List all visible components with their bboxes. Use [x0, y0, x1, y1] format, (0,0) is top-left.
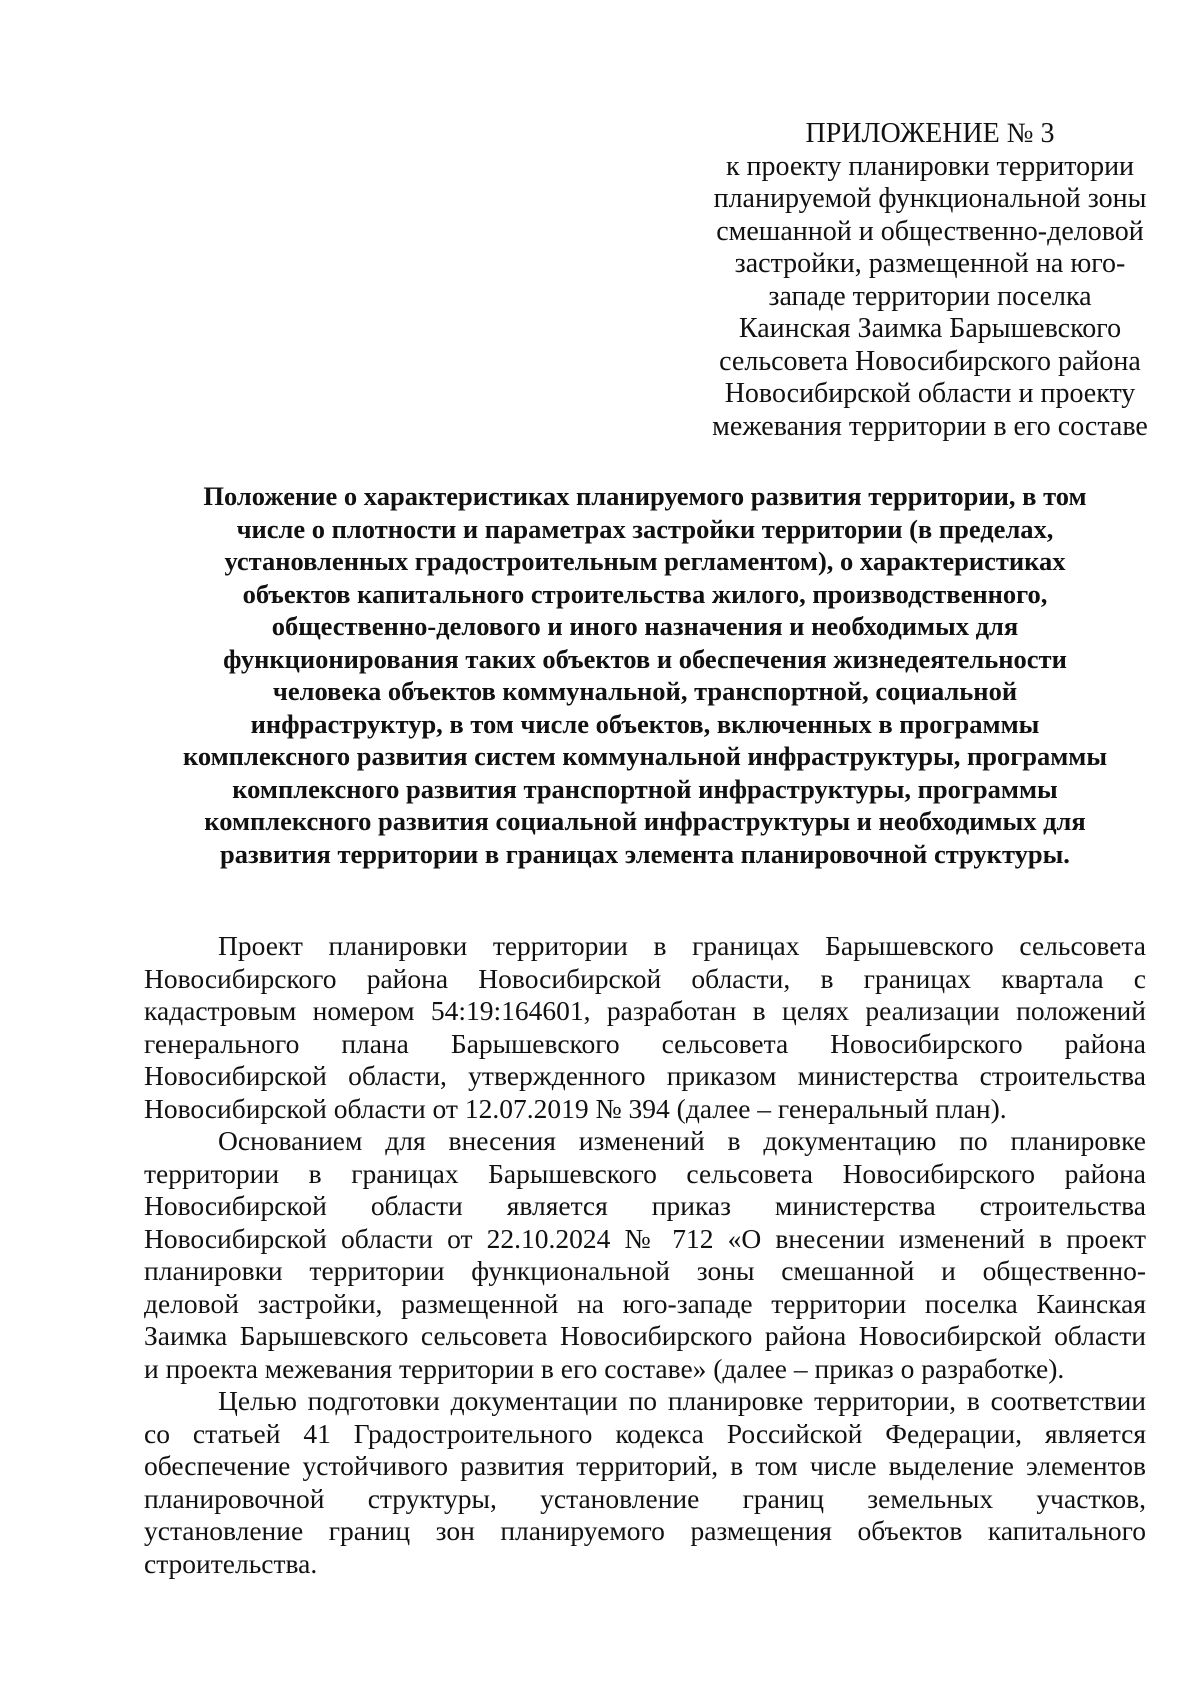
paragraph-line: и проекта межевания территории в его составе» (далее – приказ о разработке). — [144, 1352, 1065, 1384]
paragraph-purpose — [144, 1385, 1146, 1580]
heading-line: инфраструктур, в том числе объектов, включенных в программы — [250, 708, 1040, 739]
paragraph-line: Новосибирской области, утвержденного приказом министерства строительства — [144, 1060, 1146, 1091]
appendix-line: планируемой функциональной зоны — [713, 183, 1147, 214]
paragraph-line: Новосибирского района Новосибирской области, в границах квартала с — [144, 962, 1146, 994]
paragraph-project-basis — [144, 930, 1146, 1125]
paragraph-line: установление границ зон планируемого размещения объектов капитального — [144, 1515, 1146, 1546]
paragraph-line: строительства. — [144, 1547, 318, 1579]
paragraph-line: Проект планировки территории в границах Барышевского сельсовета — [218, 930, 1146, 961]
document-body — [144, 930, 1146, 1580]
appendix-title: ПРИЛОЖЕНИЕ № 3 — [805, 118, 1055, 149]
paragraph-line: Заимка Барышевского сельсовета Новосибирского района Новосибирской области — [144, 1320, 1146, 1351]
paragraph-line: деловой застройки, размещенной на юго-западе территории поселка Каинская — [144, 1287, 1146, 1319]
heading-line: человека объектов коммунальной, транспортной, социальной — [272, 676, 1018, 706]
heading-line: комплексного развития социальной инфраструктуры и необходимых для — [204, 806, 1086, 836]
heading-line: общественно-делового и иного назначения и необходимых для — [271, 611, 1019, 641]
heading-line: установленных градостроительным регламентом), о характеристиках — [224, 546, 1066, 576]
appendix-header — [700, 118, 1160, 443]
paragraph-line: планировки территории функциональной зоны смешанной и общественно- — [144, 1255, 1146, 1286]
heading-line: развития территории в границах элемента планировочной структуры. — [220, 838, 1070, 869]
appendix-line: смешанной и общественно-деловой — [716, 215, 1144, 247]
paragraph-line: территории в границах Барышевского сельсовета Новосибирского района — [144, 1157, 1146, 1189]
appendix-line: Каинская Заимка Барышевского — [738, 313, 1122, 344]
heading-line: Положение о характеристиках планируемого развития территории, в том — [203, 481, 1087, 511]
heading-line: функционирования таких объектов и обеспечения жизнедеятельности — [223, 643, 1067, 674]
paragraph-line: Целью подготовки документации по планировке территории, в соответствии — [218, 1385, 1146, 1416]
heading-line: комплексного развития систем коммунальной инфраструктуры, программы — [182, 741, 1108, 771]
appendix-line: к проекту планировки территории — [725, 150, 1135, 182]
appendix-line: сельсовета Новосибирского района — [719, 345, 1141, 377]
heading-line: комплексного развития транспортной инфраструктуры, программы — [232, 773, 1058, 804]
paragraph-grounds — [144, 1125, 1146, 1385]
paragraph-line: Новосибирской области от 12.07.2019 № 394 (далее – генеральный план). — [144, 1092, 1007, 1124]
paragraph-line: планировочной структуры, установление границ земельных участков, — [144, 1482, 1146, 1514]
heading-line: числе о плотности и параметрах застройки территории (в пределах, — [236, 513, 1054, 544]
appendix-line: Новосибирской области и проекту — [724, 378, 1136, 409]
document-heading — [140, 480, 1150, 870]
paragraph-line: Основанием для внесения изменений в документацию по планировке — [218, 1125, 1146, 1156]
paragraph-line: генерального плана Барышевского сельсовета Новосибирского района — [144, 1027, 1146, 1059]
paragraph-line: со статьей 41 Градостроительного кодекса Российской Федерации, является — [144, 1417, 1146, 1449]
appendix-line: межевания территории в его составе — [712, 410, 1148, 442]
appendix-line: западе территории поселка — [768, 280, 1092, 312]
paragraph-line: обеспечение устойчивого развития территорий, в том числе выделение элементов — [144, 1450, 1146, 1481]
paragraph-line: кадастровым номером 54:19:164601, разработан в целях реализации положений — [144, 995, 1146, 1026]
heading-line: объектов капитального строительства жилого, производственного, — [242, 578, 1048, 609]
paragraph-line: Новосибирской области является приказ министерства строительства — [144, 1190, 1146, 1221]
paragraph-line: Новосибирской области от 22.10.2024 № 712 «О внесении изменений в проект — [144, 1222, 1146, 1254]
appendix-line: застройки, размещенной на юго- — [734, 248, 1126, 279]
